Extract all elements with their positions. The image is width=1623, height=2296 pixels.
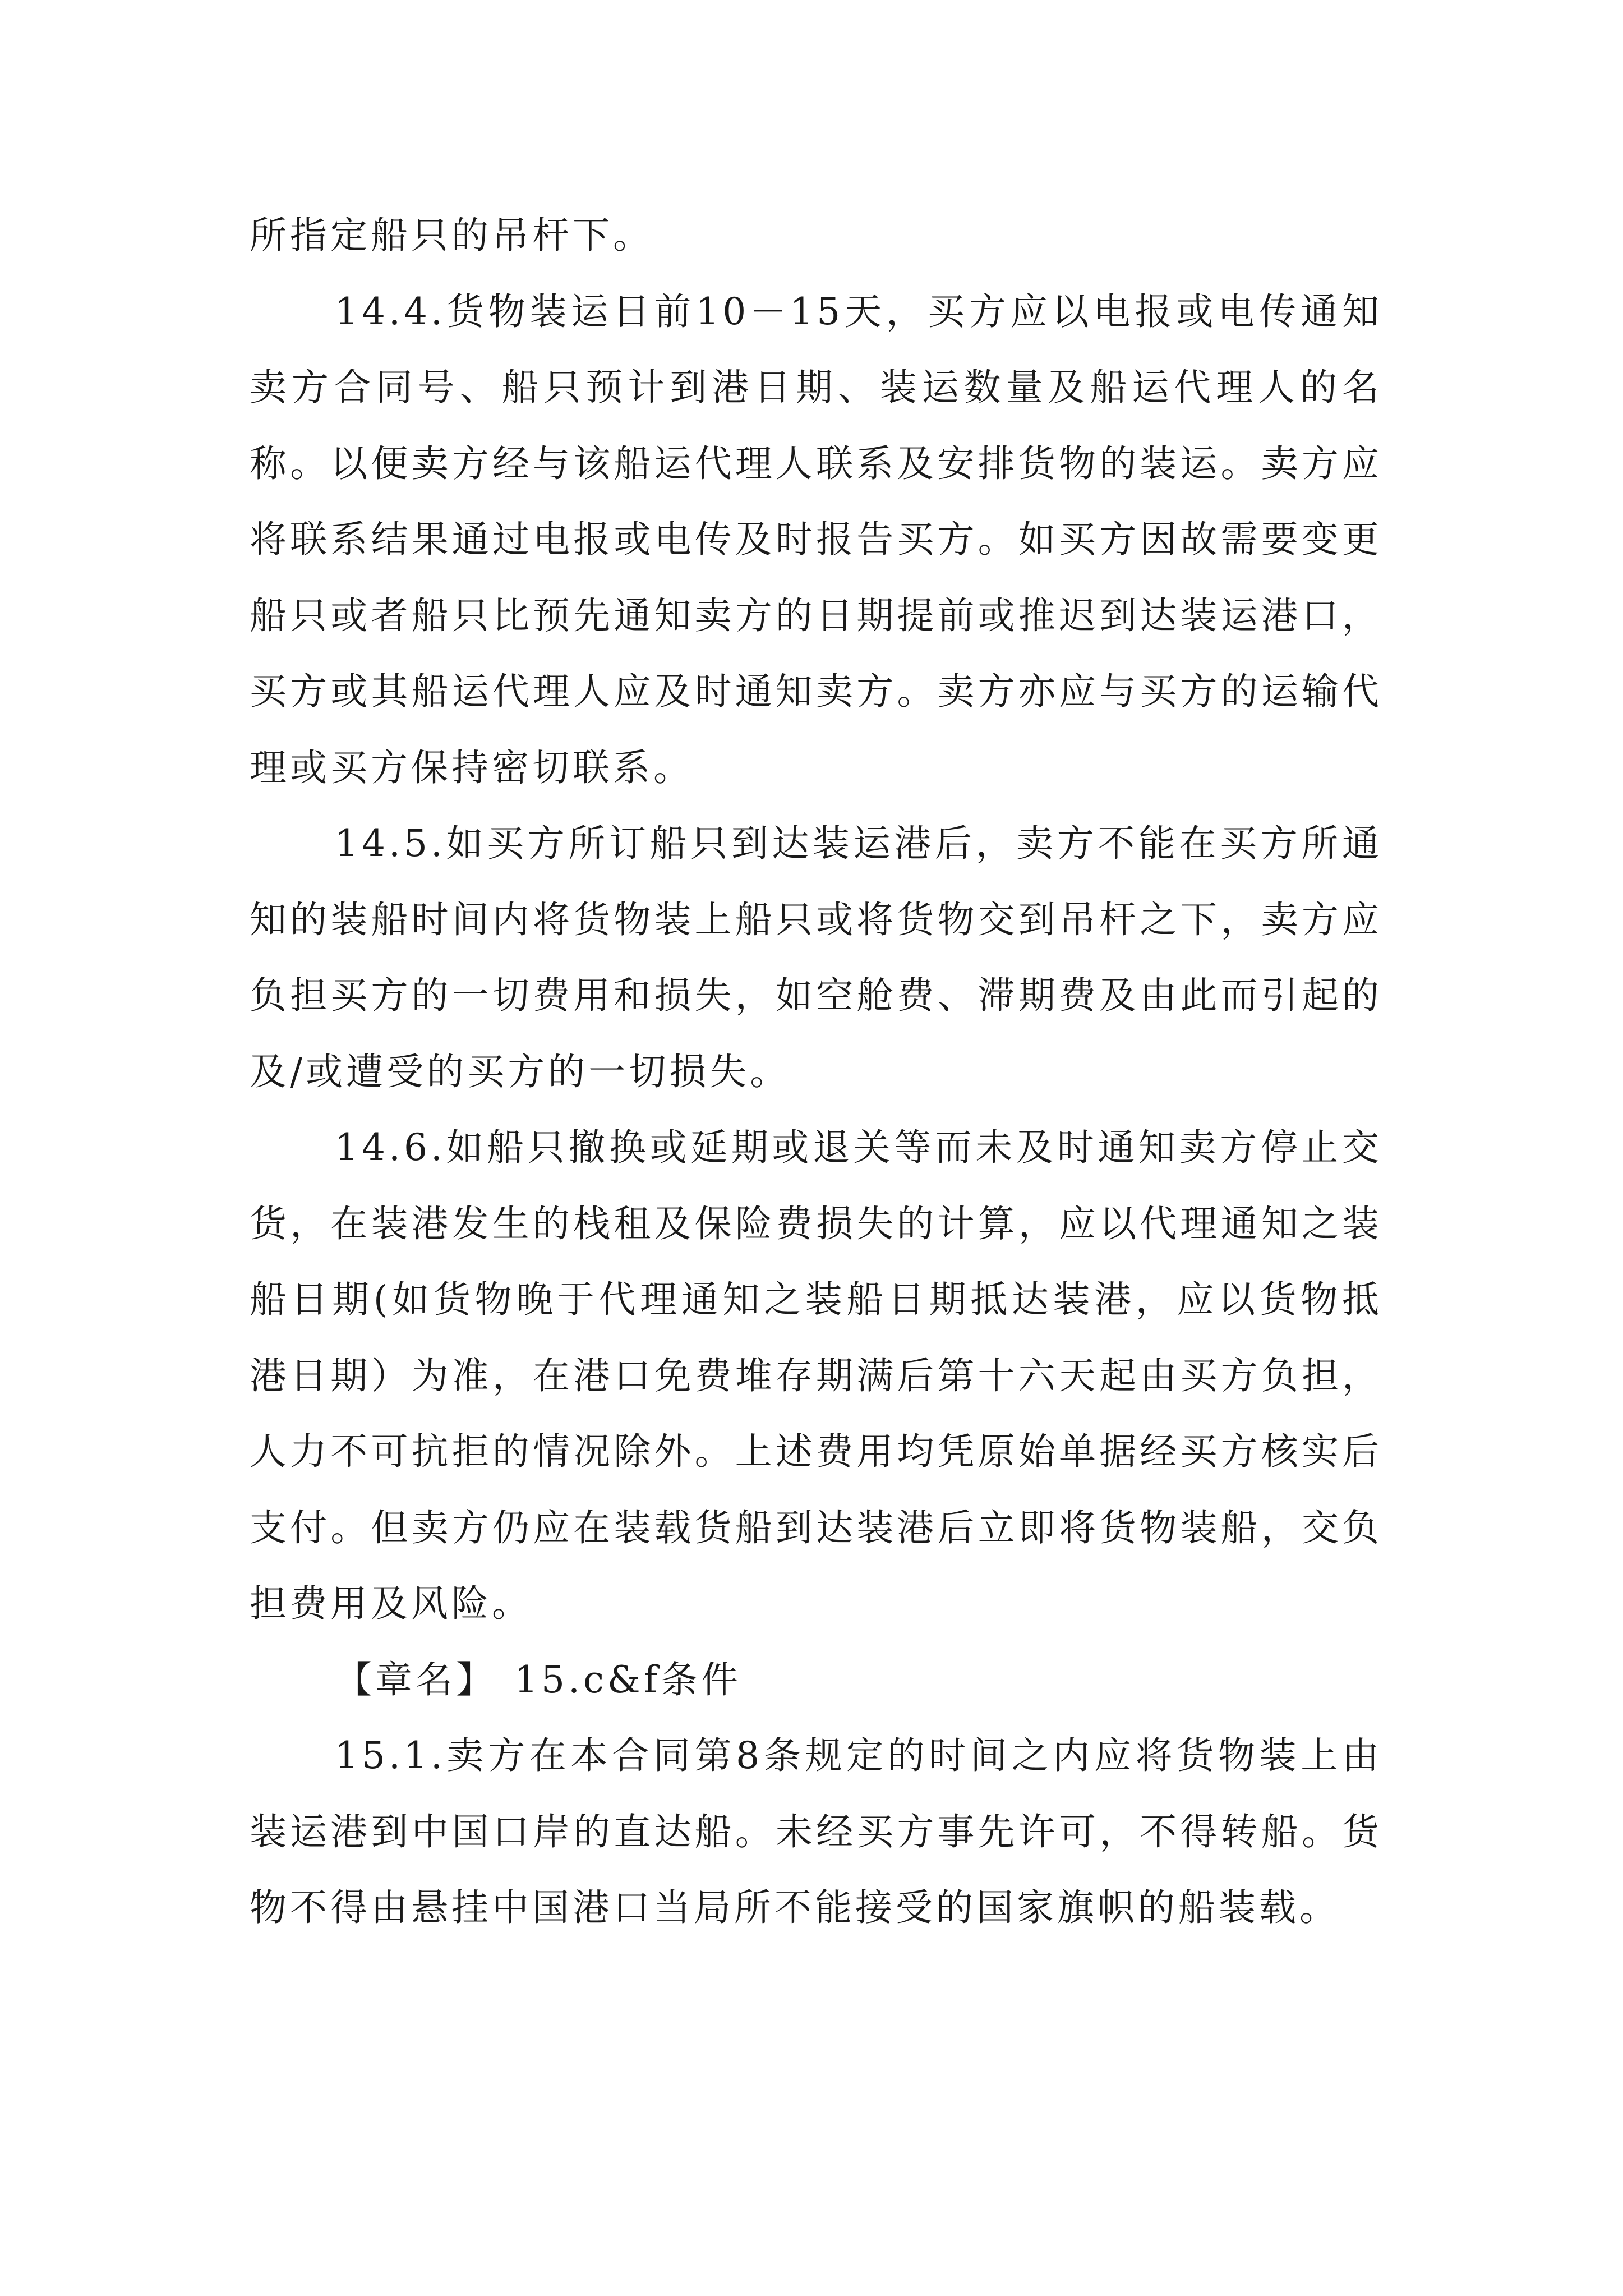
chapter-title: 15.c&f条件	[514, 1658, 742, 1701]
paragraph-14-5: 14.5.如买方所订船只到达装运港后，卖方不能在买方所通知的装船时间内将货物装上船只或将货物交到吊杆之下，卖方应负担买方的一切费用和损失，如空舱费、滞期费及由此而引起的及/或遭受的买方的一切损失。	[250, 822, 1382, 1093]
chapter-tag: 【章名】	[335, 1658, 496, 1701]
paragraph-continuation: 所指定船只的吊杆下。	[250, 214, 653, 257]
chapter-heading	[250, 1642, 1382, 1718]
paragraph-14-4: 14.4.货物装运日前10－15天，买方应以电报或电传通知卖方合同号、船只预计到港日期、装运数量及船运代理人的名称。以便卖方经与该船运代理人联系及安排货物的装运。卖方应将联系结果通过电报或电传及时报告买方。如买方因故需要变更船只或者船只比预先通知卖方的日期提前或推迟到达装运港口，买方或其船运代理人应及时通知卖方。卖方亦应与买方的运输代理或买方保持密切联系。	[250, 289, 1382, 789]
paragraph-15-1: 15.1.卖方在本合同第8条规定的时间之内应将货物装上由装运港到中国口岸的直达船。未经买方事先许可，不得转船。货物不得由悬挂中国港口当局所不能接受的国家旗帜的船装载。	[250, 1734, 1382, 1929]
paragraph-14-6: 14.6.如船只撤换或延期或退关等而未及时通知卖方停止交货，在装港发生的栈租及保险费损失的计算，应以代理通知之装船日期(如货物晚于代理通知之装船日期抵达装港，应以货物抵港日期）为准，在港口免费堆存期满后第十六天起由买方负担，人力不可抗拒的情况除外。上述费用均凭原始单据经买方核实后支付。但卖方仍应在装载货船到达装港后立即将货物装船，交负担费用及风险。	[250, 1126, 1382, 1625]
document-body	[250, 197, 1382, 1946]
